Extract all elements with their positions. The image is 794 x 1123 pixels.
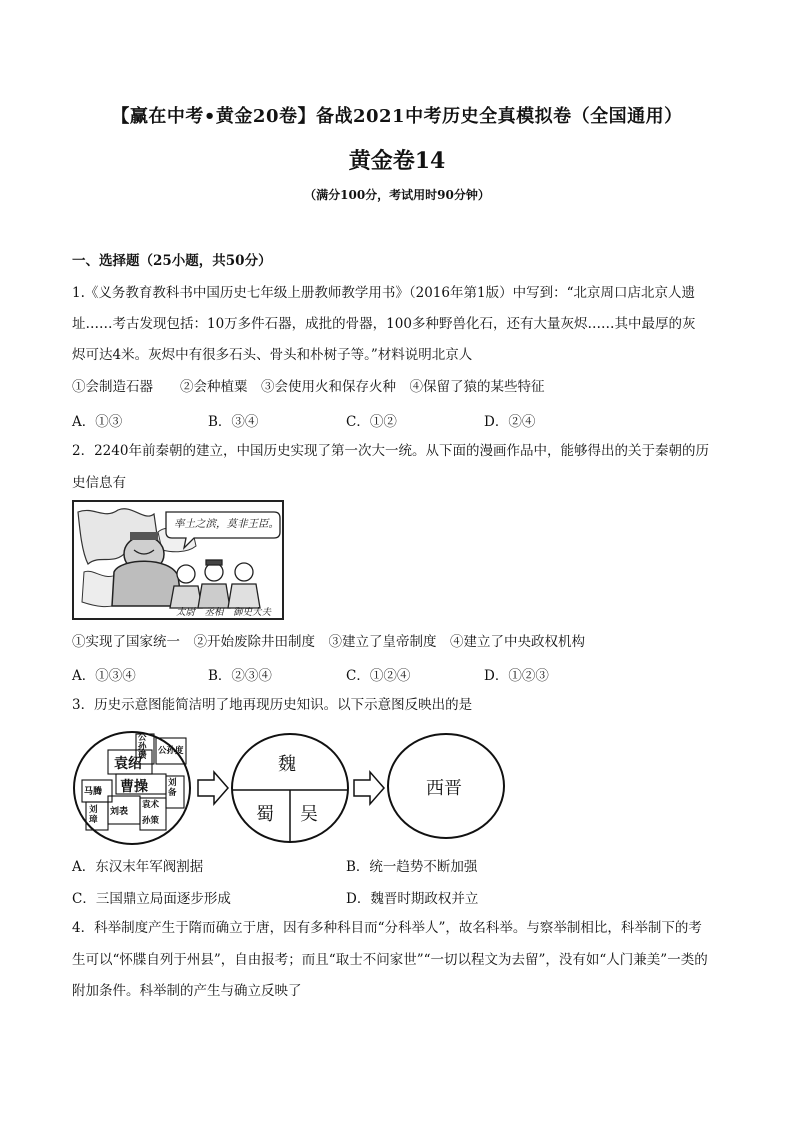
warlord-mateng: 马腾 [84, 787, 103, 797]
q4-line-1: 4．科举制度产生于隋而确立于唐，因有多种科目而“分科举人”，故名科举。与察举制相比，科举制下的考 [72, 920, 702, 936]
q3-option-c[interactable]: C．三国鼎立局面逐步形成 [72, 891, 231, 907]
warlord-liubiao: 刘表 [110, 807, 129, 817]
q1-statements: ①会制造石器 ②会种植粟 ③会使用火和保存火种 ④保留了猿的某些特征 [72, 379, 545, 395]
q3-option-a[interactable]: A．东汉末年军阀割据 [72, 859, 204, 875]
exam-subtitle: 黄金卷14 [348, 148, 446, 174]
exam-title: 【赢在中考•黄金20卷】备战2021中考历史全真模拟卷（全国通用） [111, 106, 683, 127]
q2-line-2: 史信息有 [72, 475, 126, 491]
q1-option-a[interactable]: A．①③ [72, 414, 123, 430]
q2-option-b[interactable]: B．②③④ [208, 668, 272, 684]
q1-line-2: 址……考古发现包括：10万多件石器，成批的骨器，100多种野兽化石，还有大量灰烬……其中最厚的灰 [72, 316, 696, 332]
warlord-liubei: 刘备 [168, 778, 177, 798]
history-diagram [72, 728, 512, 850]
section-heading: 一、选择题（25小题，共50分） [72, 253, 272, 269]
warlord-gongsunzan: 公孙瓒 [138, 733, 147, 761]
q1-line-3: 烬可达4米。灰烬中有很多石头、骨头和朴树子等。”材料说明北京人 [72, 347, 473, 363]
q2-option-c[interactable]: C．①②④ [346, 668, 411, 684]
q2-option-d[interactable]: D．①②③ [484, 668, 549, 684]
kingdom-wu: 吴 [300, 804, 318, 825]
cartoon-caption: 太尉 丞相 御史大夫 [176, 607, 272, 618]
warlord-yuanshao: 袁绍 [114, 756, 142, 772]
q3-option-d[interactable]: D．魏晋时期政权并立 [346, 891, 479, 907]
q2-line-1: 2．2240年前秦朝的建立，中国历史实现了第一次大一统。从下面的漫画作品中，能够得出的关于秦朝的历 [72, 443, 709, 459]
qin-cartoon [72, 500, 284, 620]
q3-line-1: 3．历史示意图能简洁明了地再现历史知识。以下示意图反映出的是 [72, 697, 473, 713]
cartoon-speech: 率土之滨，莫非王臣。 [174, 518, 279, 530]
q2-option-a[interactable]: A．①③④ [72, 668, 136, 684]
kingdom-shu: 蜀 [256, 804, 274, 825]
warlord-gongsundu: 公孙度 [158, 746, 184, 756]
warlord-liuzhang: 刘璋 [89, 805, 98, 825]
final-xijin: 西晋 [426, 778, 462, 799]
q2-statements: ①实现了国家统一 ②开始废除井田制度 ③建立了皇帝制度 ④建立了中央政权机构 [72, 634, 585, 650]
q1-option-c[interactable]: C．①② [346, 414, 397, 430]
q1-option-d[interactable]: D．②④ [484, 414, 536, 430]
warlord-caocao: 曹操 [120, 779, 148, 795]
q4-line-2: 生可以“怀牒自列于州县”，自由报考；而且“取士不问家世”“一切以程文为去留”，没有如“人门兼美”一类的 [72, 952, 708, 968]
q4-line-3: 附加条件。科举制的产生与确立反映了 [72, 983, 302, 999]
q1-line-1: 1.《义务教育教科书中国历史七年级上册教师教学用书》（2016年第1版）中写到：“北京周口店北京人遗 [72, 285, 695, 301]
warlord-sunce: 孙策 [142, 816, 160, 826]
q1-option-b[interactable]: B．③④ [208, 414, 259, 430]
exam-note: （满分100分，考试用时90分钟） [304, 188, 490, 202]
q3-option-b[interactable]: B．统一趋势不断加强 [346, 859, 478, 875]
warlord-yuanshu: 袁术 [142, 800, 160, 810]
kingdom-wei: 魏 [278, 754, 296, 775]
